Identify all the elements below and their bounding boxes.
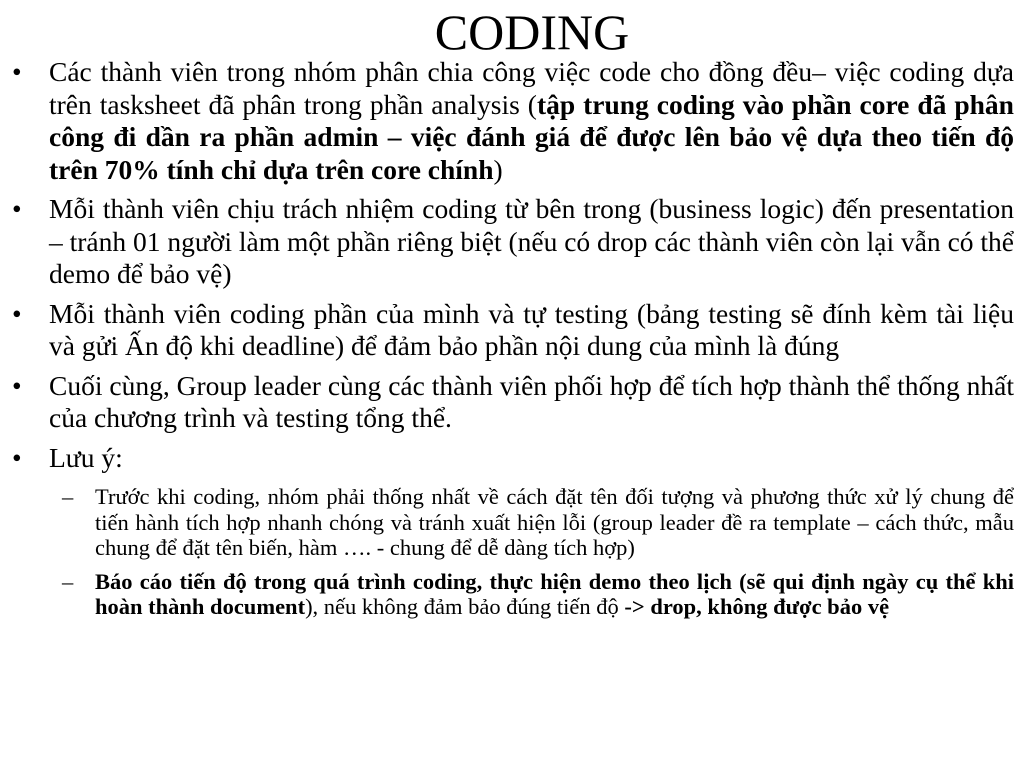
bullet-icon: • xyxy=(12,297,22,329)
bullet-text: Các thành viên trong nhóm phân chia công việc code cho đồng đều– việc coding dựa trên tasksheet đã phân trong phần analysis ( xyxy=(49,56,1014,120)
sub-bullet-text-bold: -> drop, không được bảo vệ xyxy=(624,594,890,619)
bullet-item-4 xyxy=(12,370,1014,435)
bullet-text-bold: tập trung coding vào phần core đã phân công đi dần ra phần admin – việc đánh giá để được lên bảo vệ dựa theo tiến độ trên 70% tính chỉ dựa trên core chính xyxy=(49,88,1014,185)
slide-title: CODING xyxy=(434,4,630,60)
sub-bullet-item-1 xyxy=(12,484,1014,561)
bullet-text: Mỗi thành viên chịu trách nhiệm coding từ bên trong (business logic) đến presentation – tránh 01 người làm một phần riêng biệt (nếu có drop các thành viên còn lại vẫn có thể demo để bảo vệ) xyxy=(49,193,1014,289)
bullet-icon: • xyxy=(12,369,22,401)
dash-icon: – xyxy=(62,568,74,594)
slide-body xyxy=(12,56,1014,628)
bullet-text: Cuối cùng, Group leader cùng các thành viên phối hợp để tích hợp thành thể thống nhất của chương trình và testing tổng thể. xyxy=(49,369,1014,433)
bullet-item-5 xyxy=(12,442,1014,475)
sub-bullet-text: Trước khi coding, nhóm phải thống nhất về cách đặt tên đối tượng và phương thức xử lý chung để tiến hành tích hợp nhanh chóng và tránh xuất hiện lỗi (group leader đề ra template – cách thức, mẫu chung để đặt tên biến, hàm …. - chung để dễ dàng tích hợp) xyxy=(95,484,1014,560)
sub-bullet-text-bold: Báo cáo tiến độ trong quá trình coding, thực hiện demo theo lịch (sẽ qui định ngày cụ thể khi hoàn thành document xyxy=(95,568,1014,619)
sub-bullet-text: ), nếu không đảm bảo đúng tiến độ xyxy=(305,594,625,619)
bullet-item-3 xyxy=(12,298,1014,363)
bullet-text: ) xyxy=(493,153,503,185)
dash-icon: – xyxy=(62,484,74,509)
bullet-text: Lưu ý: xyxy=(49,441,123,473)
bullet-icon: • xyxy=(12,441,22,473)
bullet-item-2 xyxy=(12,193,1014,291)
bullet-item-1 xyxy=(12,56,1014,186)
sub-bullet-item-2 xyxy=(12,569,1014,620)
bullet-icon: • xyxy=(12,56,22,87)
bullet-text: Mỗi thành viên coding phần của mình và tự testing (bảng testing sẽ đính kèm tài liệu và gửi Ấn độ khi deadline) để đảm bảo phần nội dung của mình là đúng xyxy=(49,297,1014,361)
bullet-icon: • xyxy=(12,193,22,224)
